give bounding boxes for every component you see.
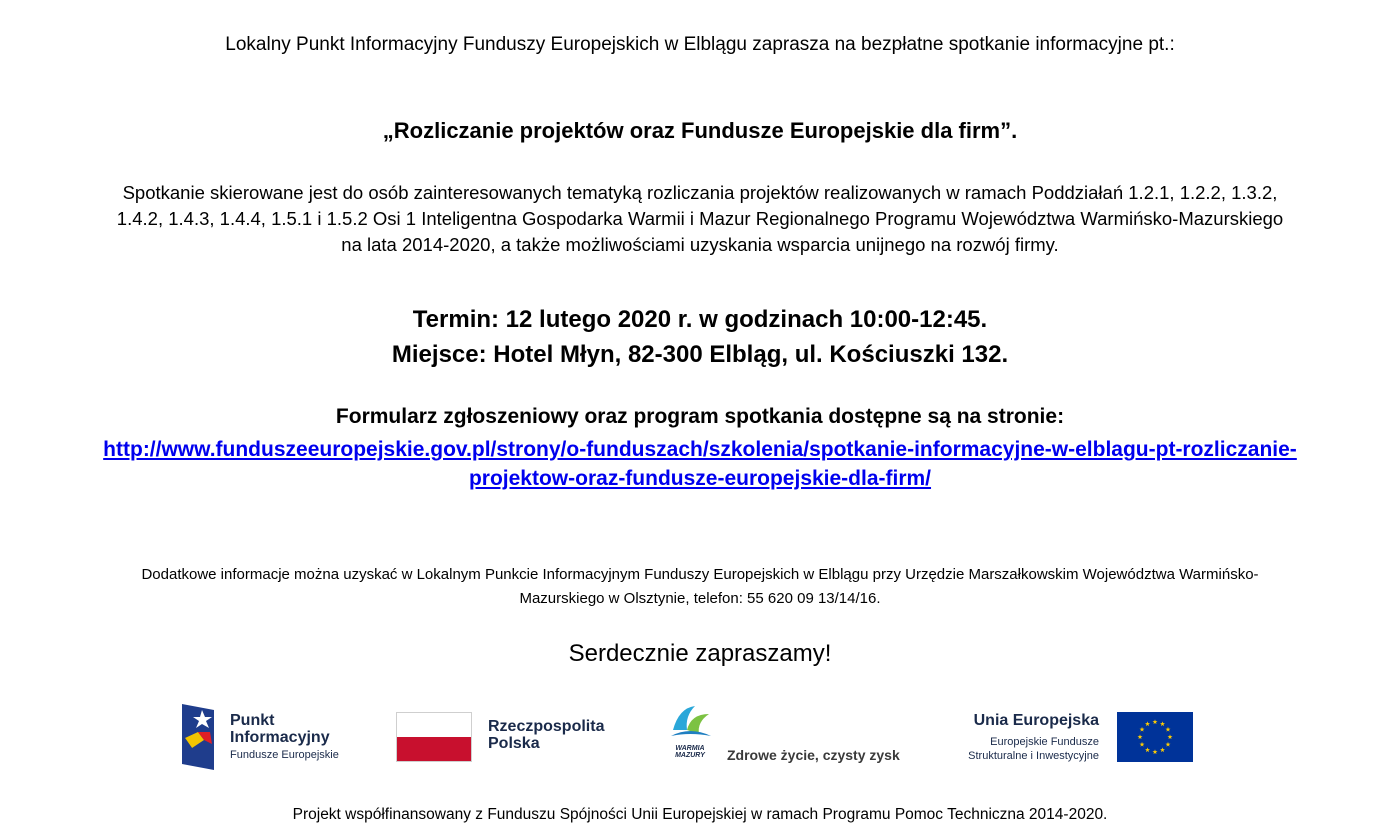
warmia-mazury-wordmark: WARMIA MAZURY xyxy=(675,745,705,759)
eu-star xyxy=(1166,742,1171,747)
footer-note: Projekt współfinansowany z Funduszu Spójności Unii Europejskiej w ramach Programu Pomoc Techniczna 2014-2020. xyxy=(292,806,1108,823)
eu-star xyxy=(1140,742,1145,747)
registration-link[interactable] xyxy=(103,438,1297,490)
event-details xyxy=(0,302,1400,372)
punkt-emblem-icon xyxy=(182,702,222,770)
event-place: Miejsce: Hotel Młyn, 82-300 Elbląg, ul. Kościuszki 132. xyxy=(391,341,1009,368)
additional-info-line: Dodatkowe informacje można uzyskać w Lokalnym Punkcie Informacyjnym Funduszy Europejskich w Elblągu przy Urzędzie Marszałkowskim Województwa Warmińsko- xyxy=(141,566,1259,583)
event-title: „Rozliczanie projektów oraz Fundusze Europejskie dla firm”. xyxy=(382,118,1018,143)
punkt-title: Punkt Informacyjny xyxy=(230,712,330,746)
eu-star xyxy=(1145,721,1150,726)
warmia-mazury-logo xyxy=(665,700,915,775)
additional-info xyxy=(0,563,1400,611)
rp-title: Rzeczpospolita Polska xyxy=(488,718,605,752)
description-line: 1.4.2, 1.4.3, 1.4.4, 1.5.1 i 1.5.2 Osi 1 Inteligentna Gospodarka Warmii i Mazur Regionalnego Programu Województwa Warmińsko-Mazurskiego xyxy=(116,208,1284,229)
eu-star xyxy=(1160,747,1165,752)
ue-title: Unia Europejska xyxy=(973,712,1099,729)
registration-link-line1: http://www.funduszeeuropejskie.gov.pl/strony/o-funduszach/szkolenia/spotkanie-informacyjne-w-elblagu-pt-rozliczanie- xyxy=(103,438,1297,461)
form-label: Formularz zgłoszeniowy oraz program spotkania dostępne są na stronie: xyxy=(335,405,1065,428)
eu-star xyxy=(1168,734,1173,739)
registration-link-block xyxy=(0,435,1400,493)
invitation-text: Serdecznie zapraszamy! xyxy=(568,640,832,667)
intro-text: Lokalny Punkt Informacyjny Funduszy Europejskich w Elblągu zaprasza na bezpłatne spotkanie informacyjne pt.: xyxy=(225,34,1175,55)
eu-star xyxy=(1140,727,1145,732)
eu-star xyxy=(1160,721,1165,726)
eu-flag-icon xyxy=(1117,712,1193,762)
punkt-informacyjny-logo xyxy=(182,700,372,775)
description-line: na lata 2014-2020, a także możliwościami uzyskania wsparcia unijnego na rozwój firmy. xyxy=(341,234,1059,255)
punkt-subtitle: Fundusze Europejskie xyxy=(230,749,339,761)
eu-star xyxy=(1153,719,1158,724)
eu-star xyxy=(1166,727,1171,732)
eu-stars-icon xyxy=(1117,712,1193,762)
eu-star xyxy=(1138,734,1143,739)
eu-star xyxy=(1153,749,1158,754)
description-line: Spotkanie skierowane jest do osób zainteresowanych tematyką rozliczania projektów realizowanych w ramach Poddziałań 1.2.1, 1.2.2, 1.3.2, xyxy=(122,182,1278,203)
warmia-slogan: Zdrowe życie, czysty zysk xyxy=(727,747,900,763)
registration-link-line2: projektow-oraz-fundusze-europejskie-dla-firm/ xyxy=(468,467,932,490)
logos-bar xyxy=(0,700,1400,775)
eu-star xyxy=(1145,747,1150,752)
event-description xyxy=(0,180,1400,258)
unia-europejska-logo xyxy=(945,700,1193,775)
additional-info-line: Mazurskiego w Olsztynie, telefon: 55 620 09 13/14/16. xyxy=(519,590,881,607)
ue-subtitle: Europejskie Fundusze Strukturalne i Inwestycyjne xyxy=(968,736,1099,762)
event-term: Termin: 12 lutego 2020 r. w godzinach 10:00-12:45. xyxy=(412,306,988,333)
polish-flag-icon xyxy=(396,712,472,762)
warmia-mazury-emblem-icon xyxy=(665,700,715,744)
rzeczpospolita-polska-logo xyxy=(396,700,626,775)
